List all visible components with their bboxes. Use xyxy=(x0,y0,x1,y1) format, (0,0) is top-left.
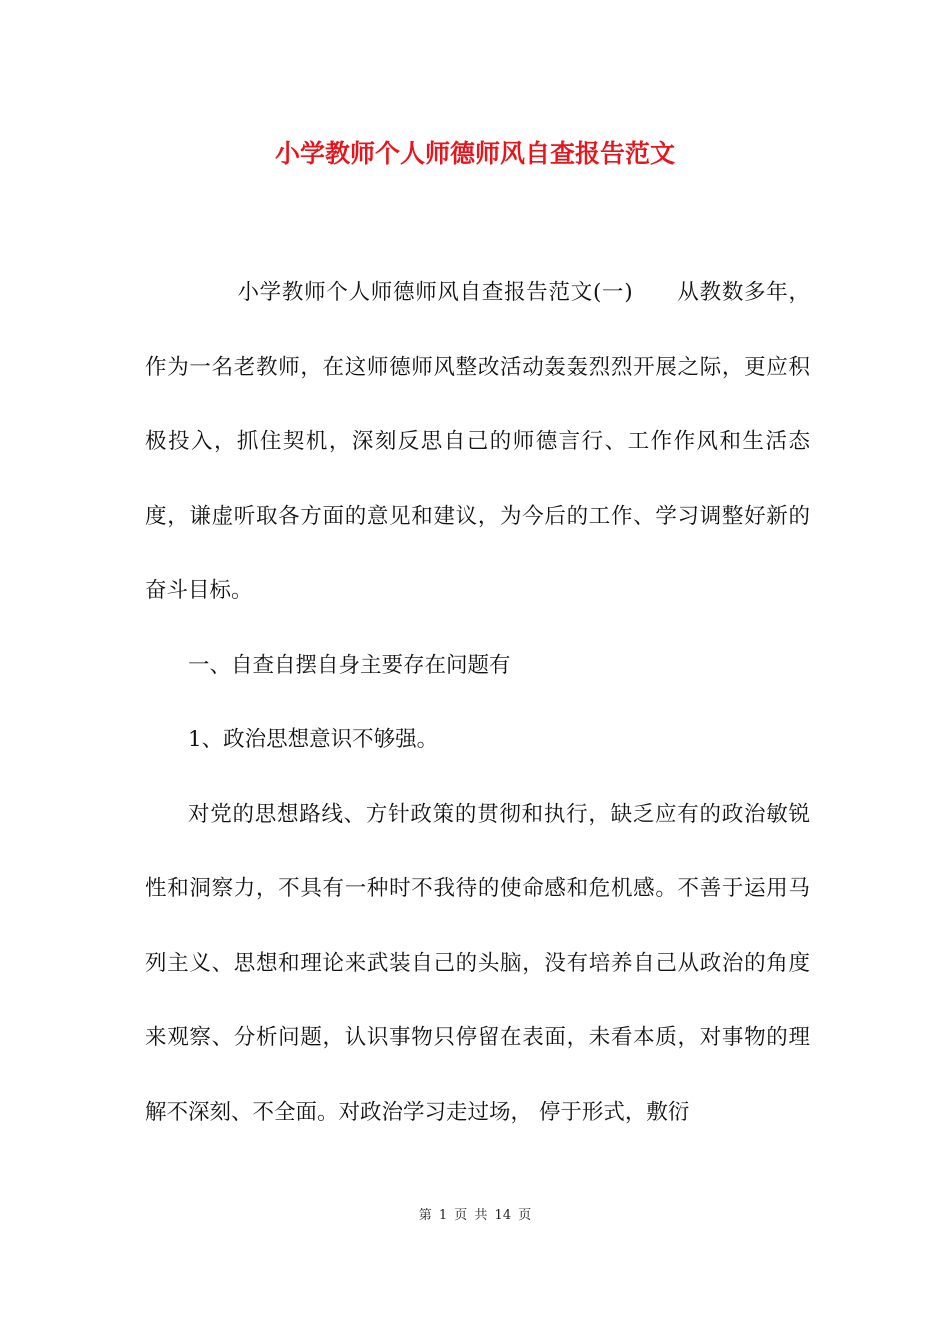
document-title: 小学教师个人师德师风自查报告范文 xyxy=(274,139,675,168)
section-heading: 一、自查自摆自身主要存在问题有 xyxy=(188,652,511,678)
intro-paragraph xyxy=(145,256,810,629)
document-body xyxy=(145,256,810,1150)
item-paragraph: 对党的思想路线、方针政策的贯彻和执行，缺乏应有的政治敏锐性和洞察力，不具有一种时不我待的使命感和危机感。不善于运用马列主义、思想和理论来武装自己的头脑，没有培养自己从政治的角度来观察、分析问题，认识事物只停留在表面，未看本质，对事物的理解不深刻、不全面。对政治学习走过场， 停于形式，敷衍 xyxy=(145,801,810,1125)
item-heading: 1、政治思想意识不够强。 xyxy=(188,727,439,752)
intro-text: 从教数多年，作为一名老教师，在这师德师风整改活动轰轰烈烈开展之际，更应积极投入，抓住契机，深刻反思自己的师德言行、工作作风和生活态度，谦虚听取各方面的意见和建议，为今后的工作、学习调整好新的奋斗目标。 xyxy=(145,280,810,603)
intro-heading: 小学教师个人师德师风自查报告范文(一) xyxy=(237,280,633,305)
page-number-footer: 第 1 页 共 14 页 xyxy=(418,1208,532,1223)
